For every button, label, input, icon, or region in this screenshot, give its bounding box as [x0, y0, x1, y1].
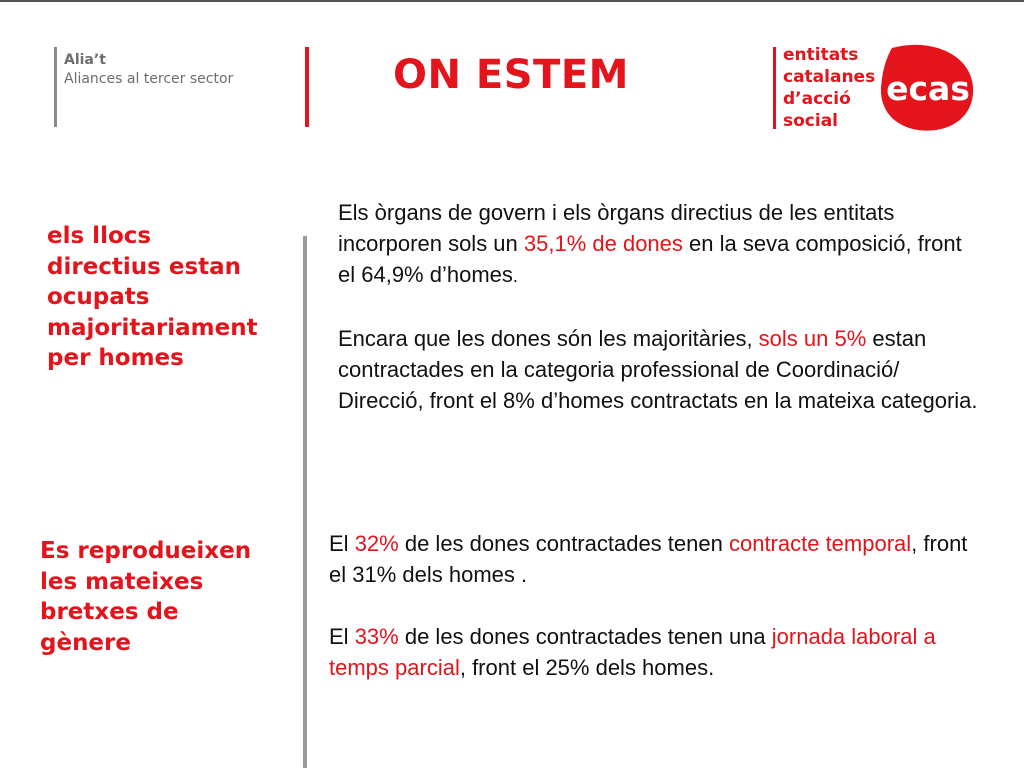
section1-body — [338, 197, 978, 416]
heading-line: gènere — [40, 629, 131, 656]
highlight-text: sols un 5% — [758, 326, 867, 351]
text-run: El — [329, 624, 355, 649]
text-run: de les dones contractades tenen una — [398, 624, 772, 649]
highlight-text: 35,1% de dones — [523, 231, 683, 256]
heading-line: Es reprodueixen — [40, 538, 252, 564]
logo-line: entitats — [783, 45, 859, 65]
text-run: en la seva composició, front el 64,9% d’homes — [338, 231, 962, 287]
brand-divider — [54, 47, 57, 127]
logo-line: social — [783, 111, 839, 131]
text-run: , front el 31% dels homes . — [329, 531, 968, 587]
top-rule — [0, 0, 1024, 2]
text-run: , front el 25% dels homes. — [459, 655, 715, 680]
highlight-text: 33% — [354, 624, 399, 649]
logo-line: d’acció — [783, 89, 851, 109]
highlight-text: jornada laboral a temps parcial — [329, 624, 936, 680]
heading-line: directius estan — [47, 253, 242, 280]
section2-paragraph2 — [329, 621, 969, 683]
section2-paragraph1 — [329, 528, 969, 590]
logo-line: catalanes — [783, 67, 876, 87]
section2-body — [329, 528, 969, 683]
heading-line: bretxes de — [40, 599, 179, 625]
text-run: de les dones contractades tenen — [398, 531, 729, 556]
highlight-text: contracte temporal — [728, 531, 912, 556]
brand-subtitle: Aliances al tercer sector — [64, 71, 234, 87]
highlight-text: 32% — [354, 531, 399, 556]
section2-heading — [40, 536, 300, 658]
logo-divider — [773, 47, 776, 129]
heading-line: majoritariament — [47, 314, 258, 341]
text-run: . — [512, 266, 518, 286]
text-run: Encara que les dones són les majoritàries, — [338, 326, 759, 351]
logo-mark-text: ecas — [886, 69, 970, 108]
heading-line: els llocs — [47, 223, 152, 249]
title-accent-bar — [305, 47, 309, 127]
heading-line: ocupats — [47, 284, 150, 310]
section1-paragraph1 — [338, 197, 978, 292]
heading-line: les mateixes — [40, 568, 204, 595]
ecas-logo-icon — [878, 42, 974, 132]
section1-heading — [47, 221, 297, 374]
ecas-logo-wordmark — [783, 44, 875, 132]
text-run: Els òrgans de govern i els òrgans directius de les entitats incorporen sols un — [338, 200, 895, 256]
section1-paragraph2 — [338, 323, 978, 416]
brand-name: Alia’t — [64, 52, 106, 68]
vertical-divider — [303, 236, 307, 768]
heading-line: per homes — [47, 345, 184, 371]
text-run: El — [329, 531, 355, 556]
page-title: ON ESTEM — [393, 52, 629, 98]
text-run: estan contractades en la categoria professional de Coordinació/ Direcció, front el 8% d’homes contractats en la mateixa categoria. — [338, 326, 978, 413]
